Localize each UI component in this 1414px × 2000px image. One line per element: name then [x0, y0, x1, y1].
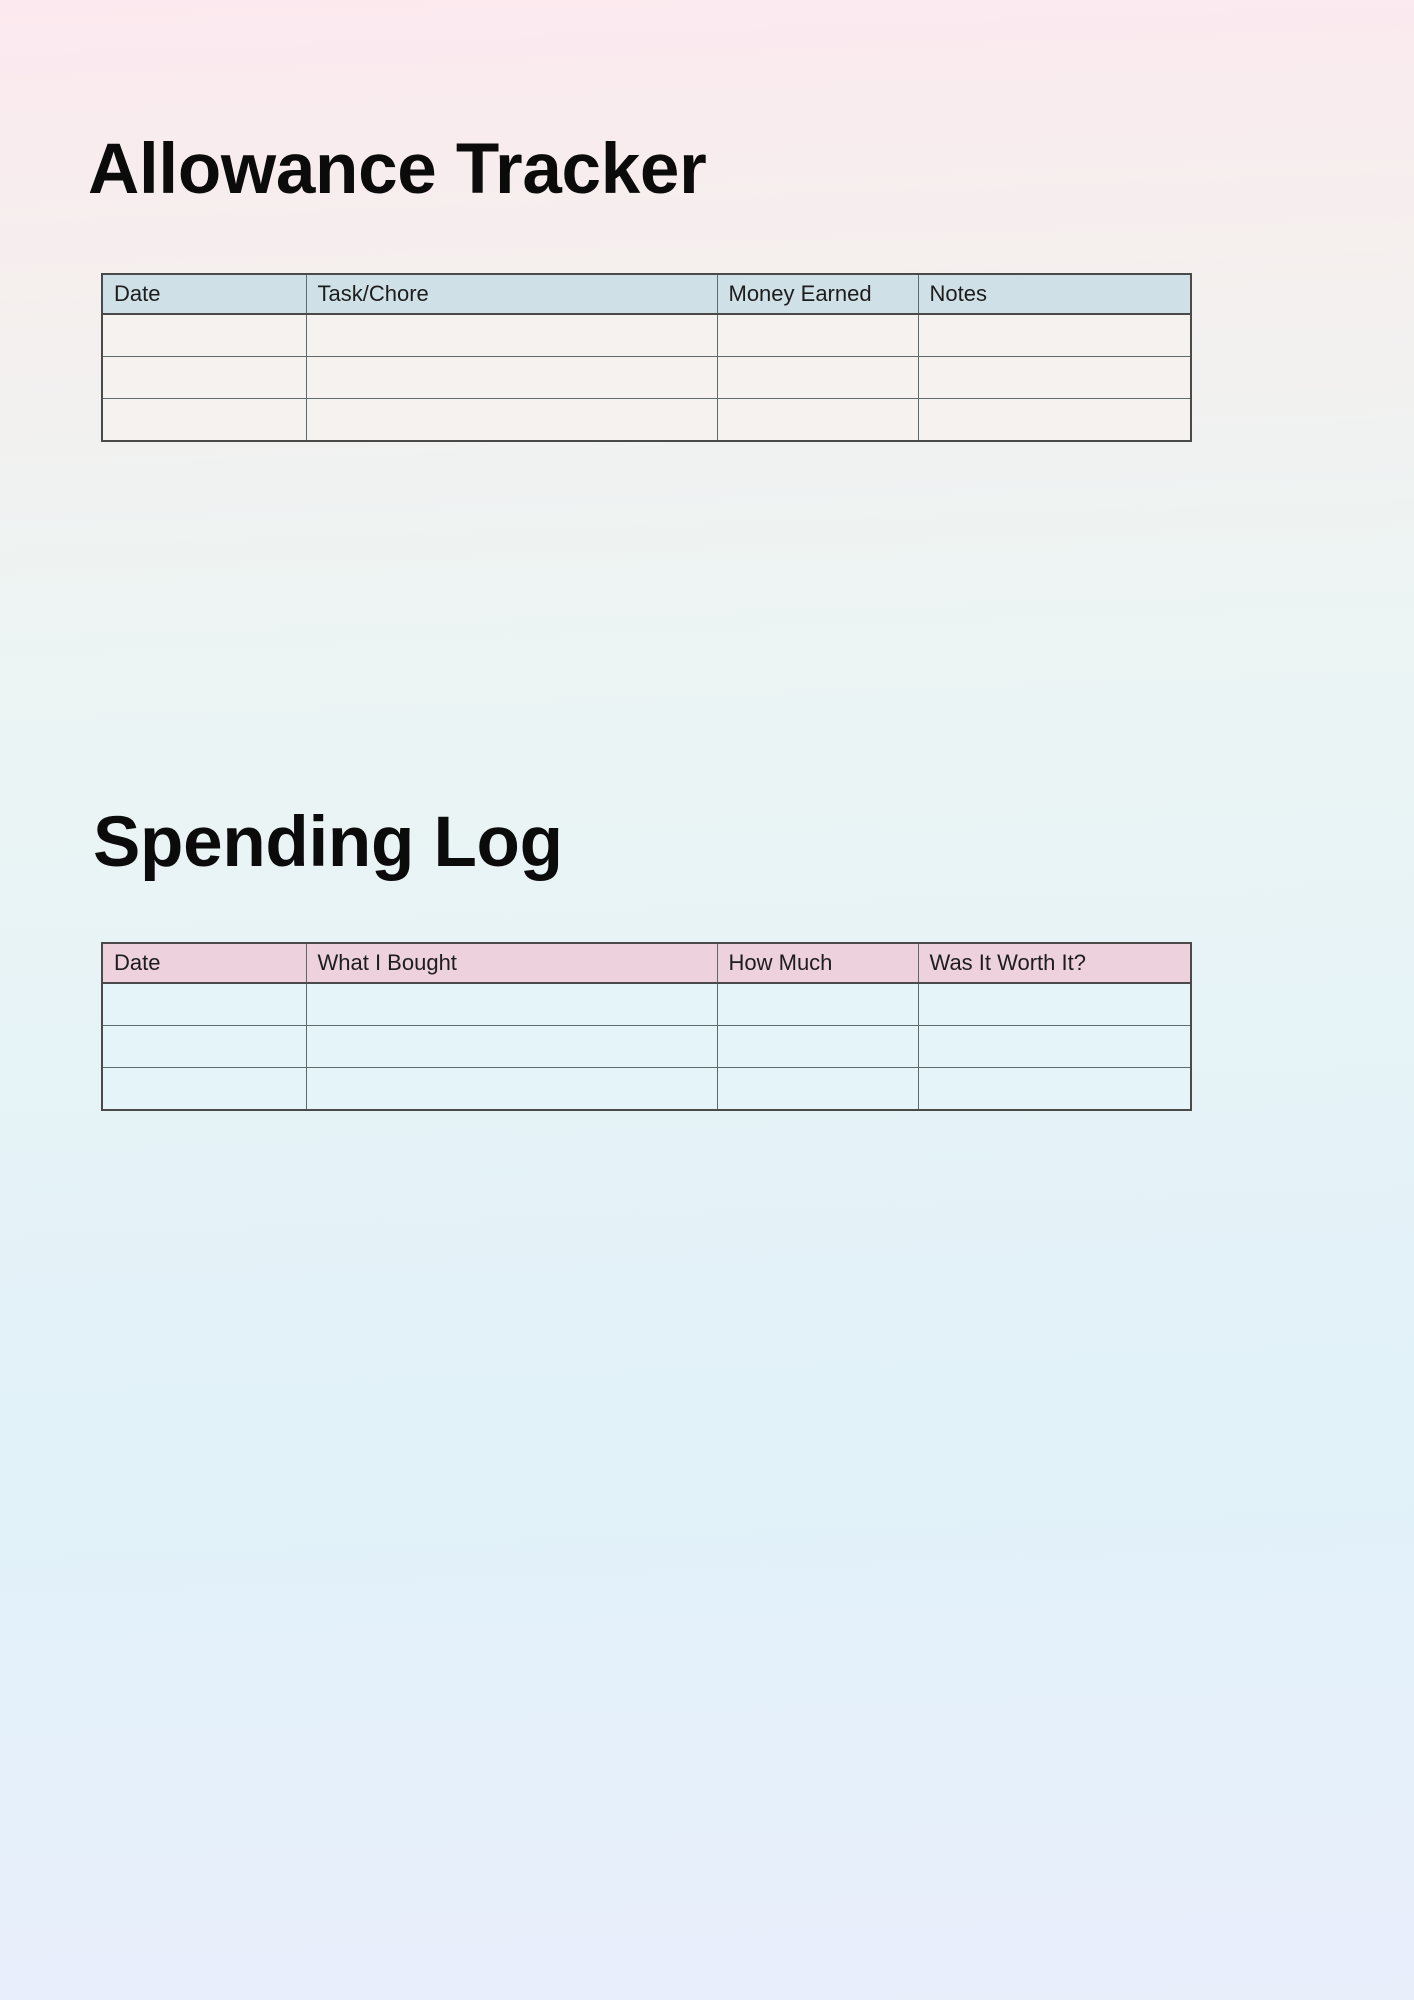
spending-log-title: Spending Log	[93, 803, 563, 882]
allowance-cell-notes[interactable]	[918, 314, 1191, 357]
allowance-cell-task-chore[interactable]	[306, 357, 717, 399]
allowance-cell-task-chore[interactable]	[306, 314, 717, 357]
spending-cell-what-i-bought[interactable]	[306, 983, 717, 1026]
spending-cell-was-it-worth-it[interactable]	[918, 1068, 1191, 1111]
spending-column-header-was-it-worth-it: Was It Worth It?	[918, 943, 1191, 983]
spending-row	[102, 1068, 1191, 1111]
allowance-column-header-date: Date	[102, 274, 306, 314]
allowance-cell-money-earned[interactable]	[717, 399, 918, 442]
spending-column-header-what-i-bought: What I Bought	[306, 943, 717, 983]
spending-cell-how-much[interactable]	[717, 983, 918, 1026]
allowance-cell-notes[interactable]	[918, 357, 1191, 399]
spending-cell-date[interactable]	[102, 983, 306, 1026]
allowance-cell-task-chore[interactable]	[306, 399, 717, 442]
allowance-tracker-title: Allowance Tracker	[88, 130, 707, 209]
spending-cell-how-much[interactable]	[717, 1026, 918, 1068]
allowance-cell-money-earned[interactable]	[717, 314, 918, 357]
spending-column-header-how-much: How Much	[717, 943, 918, 983]
spending-cell-how-much[interactable]	[717, 1068, 918, 1111]
spending-header-row	[102, 943, 1191, 983]
allowance-column-header-notes: Notes	[918, 274, 1191, 314]
allowance-tracker-table	[101, 273, 1192, 442]
allowance-cell-date[interactable]	[102, 399, 306, 442]
spending-row	[102, 983, 1191, 1026]
spending-cell-what-i-bought[interactable]	[306, 1026, 717, 1068]
spending-cell-date[interactable]	[102, 1026, 306, 1068]
allowance-column-header-money-earned: Money Earned	[717, 274, 918, 314]
allowance-cell-notes[interactable]	[918, 399, 1191, 442]
spending-cell-what-i-bought[interactable]	[306, 1068, 717, 1111]
allowance-header-row	[102, 274, 1191, 314]
spending-cell-was-it-worth-it[interactable]	[918, 1026, 1191, 1068]
spending-log-table	[101, 942, 1192, 1111]
spending-cell-was-it-worth-it[interactable]	[918, 983, 1191, 1026]
allowance-row	[102, 314, 1191, 357]
allowance-cell-date[interactable]	[102, 314, 306, 357]
allowance-cell-date[interactable]	[102, 357, 306, 399]
allowance-row	[102, 357, 1191, 399]
allowance-row	[102, 399, 1191, 442]
spending-cell-date[interactable]	[102, 1068, 306, 1111]
allowance-column-header-task-chore: Task/Chore	[306, 274, 717, 314]
allowance-cell-money-earned[interactable]	[717, 357, 918, 399]
spending-column-header-date: Date	[102, 943, 306, 983]
spending-row	[102, 1026, 1191, 1068]
